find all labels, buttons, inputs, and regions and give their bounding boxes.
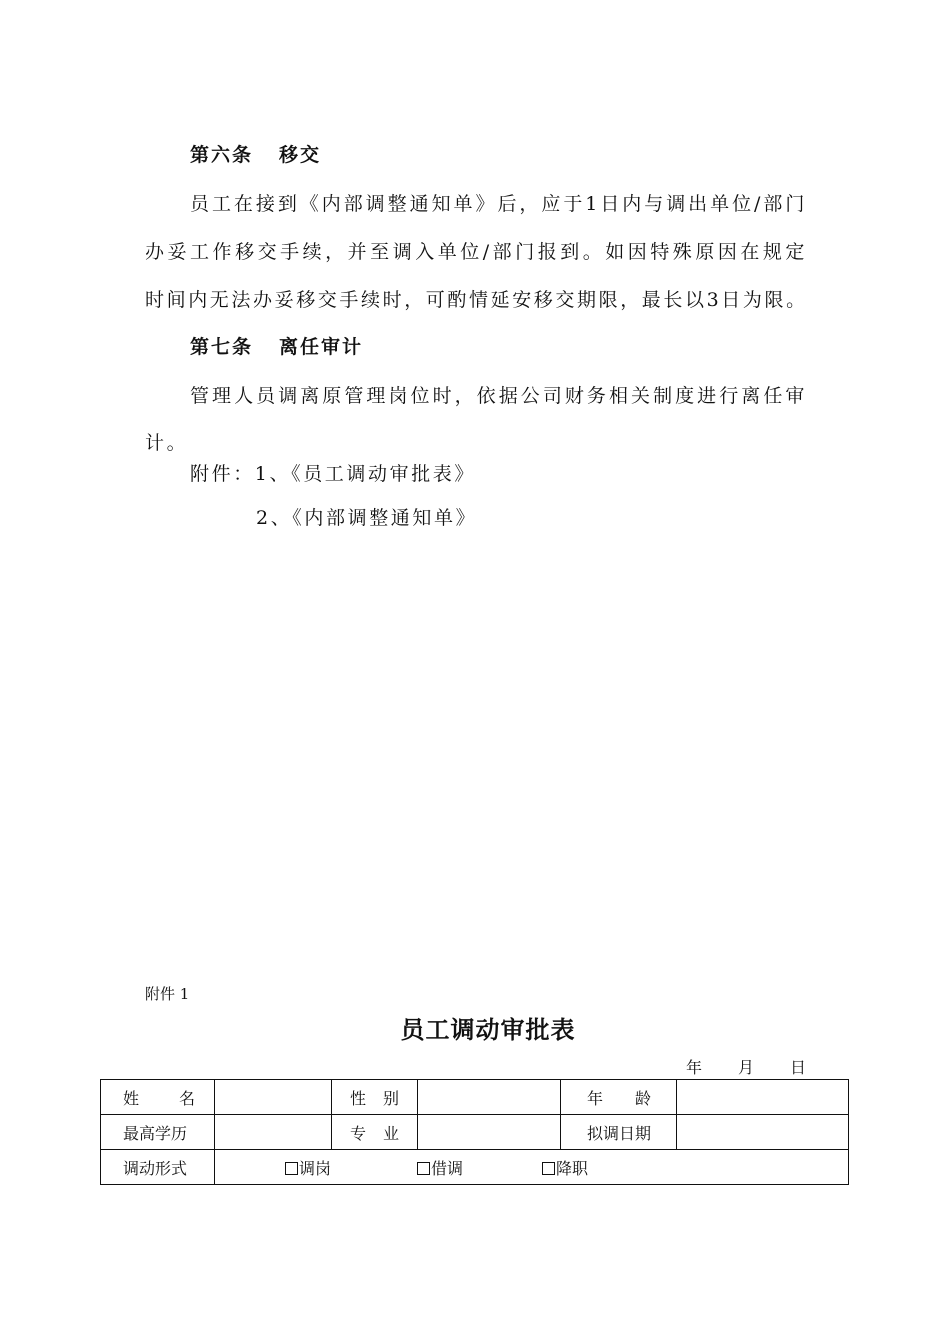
attachment-label: 附件 1: [145, 985, 190, 1003]
transfer-date-label: 拟调日期: [587, 1123, 652, 1143]
transfer-type-options-cell: [215, 1150, 849, 1185]
transfer-type-label-cell: [101, 1150, 215, 1185]
age-label-cell: [561, 1080, 677, 1115]
option-secondment[interactable]: 借调: [417, 1156, 542, 1179]
name-label: 姓 名: [123, 1088, 196, 1108]
attachments-line-2: 2、《内部调整通知单》: [256, 507, 478, 529]
article7-number: 第七条: [190, 336, 254, 358]
gender-value-cell[interactable]: [418, 1080, 561, 1115]
article6-line-2: 办妥工作移交手续，并至调入单位/部门报到。如因特殊原因在规定: [145, 241, 807, 263]
date-month: 月: [738, 1058, 755, 1077]
major-value-cell[interactable]: [418, 1115, 561, 1150]
age-value-cell[interactable]: [677, 1080, 849, 1115]
option-demotion[interactable]: 降职: [542, 1156, 588, 1179]
article6-number: 第六条: [190, 144, 254, 166]
name-value-cell[interactable]: [215, 1080, 332, 1115]
gender-label-cell: [332, 1080, 418, 1115]
form-date-line: [686, 1057, 806, 1079]
transfer-type-label: 调动形式: [123, 1158, 188, 1178]
attachments-line-1: 附件：1、《员工调动审批表》: [190, 463, 476, 485]
name-label-cell: [101, 1080, 215, 1115]
article7-title: 离任审计: [279, 336, 364, 358]
article7-line-1: 管理人员调离原管理岗位时，依据公司财务相关制度进行离任审: [190, 385, 807, 407]
checkbox-icon[interactable]: [285, 1162, 298, 1175]
article6-line-3: 时间内无法办妥移交手续时，可酌情延安移交期限，最长以3日为限。: [145, 289, 808, 311]
transfer-approval-form: [100, 1079, 849, 1185]
form-row-3: [101, 1150, 849, 1185]
article7-line-2: 计。: [145, 432, 189, 454]
form-title: 员工调动审批表: [400, 1016, 576, 1044]
education-label: 最高学历: [123, 1123, 188, 1143]
gender-label: 性 别: [350, 1088, 400, 1108]
date-year: 年: [686, 1058, 703, 1077]
education-value-cell[interactable]: [215, 1115, 332, 1150]
transfer-date-value-cell[interactable]: [677, 1115, 849, 1150]
article7-heading: [190, 334, 852, 360]
major-label-cell: [332, 1115, 418, 1150]
education-label-cell: [101, 1115, 215, 1150]
article6-heading: [190, 142, 852, 168]
checkbox-icon[interactable]: [542, 1162, 555, 1175]
age-label: 年 龄: [587, 1088, 652, 1108]
date-day: 日: [790, 1058, 807, 1077]
transfer-date-label-cell: [561, 1115, 677, 1150]
option-reassign[interactable]: 调岗: [285, 1156, 417, 1179]
checkbox-icon[interactable]: [417, 1162, 430, 1175]
form-row-1: [101, 1080, 849, 1115]
article6-line-1: 员工在接到《内部调整通知单》后，应于1日内与调出单位/部门: [190, 193, 807, 215]
major-label: 专 业: [350, 1123, 400, 1143]
form-row-2: [101, 1115, 849, 1150]
article6-title: 移交: [279, 144, 322, 166]
